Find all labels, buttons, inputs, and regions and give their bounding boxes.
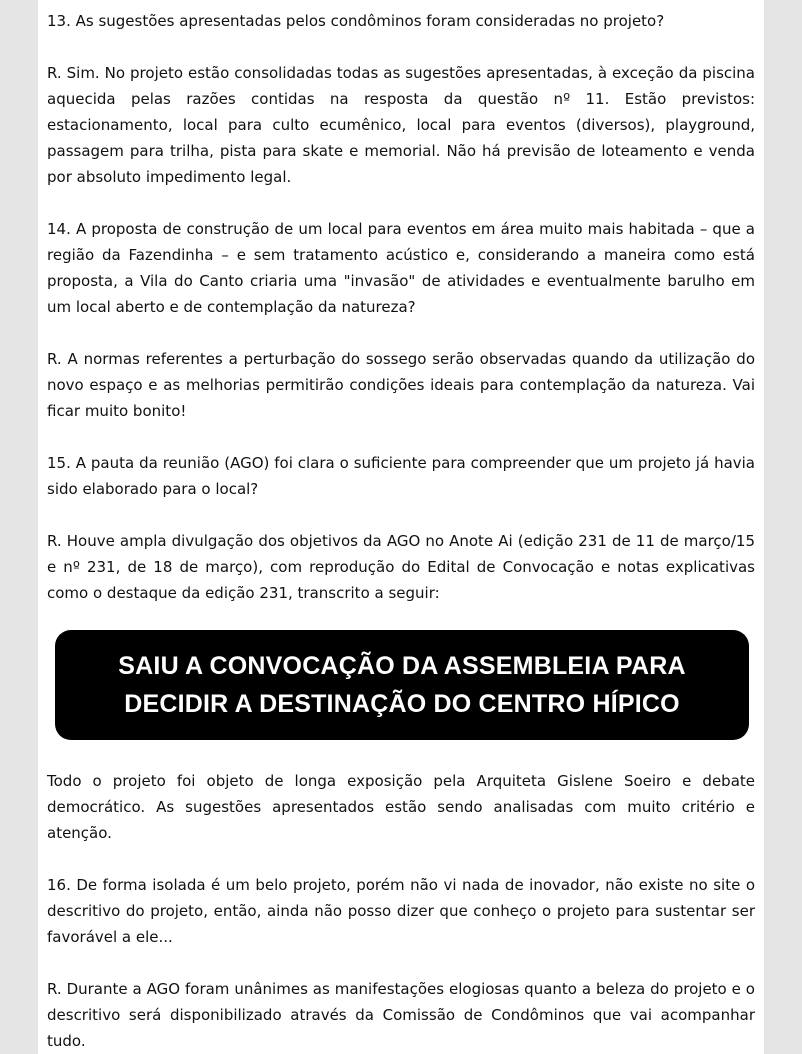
question-16: 16. De forma isolada é um belo projeto, porém não vi nada de inovador, não existe no site o descritivo do projeto, então, ainda não posso dizer que conheço o projeto para sustentar ser favorável a ele...	[47, 876, 755, 946]
question-14: 14. A proposta de construção de um local para eventos em área muito mais habitada – que a região da Fazendinha – e sem tratamento acústico e, considerando a maneira como está proposta, a Vila do Canto criaria uma "invasão" de atividades e eventualmente barulho em um local aberto e de contemplação da natureza?	[47, 220, 755, 316]
banner-line-1: SAIU A CONVOCAÇÃO DA ASSEMBLEIA PARA	[118, 652, 686, 680]
banner-line-2: DECIDIR A DESTINAÇÃO DO CENTRO HÍPICO	[124, 690, 680, 718]
answer-14: R. A normas referentes a perturbação do sossego serão observadas quando da utilização do novo espaço e as melhorias permitirão condições ideais para contemplação da natureza. Vai ficar muito bonito!	[47, 350, 755, 420]
answer-15: R. Houve ampla divulgação dos objetivos da AGO no Anote Ai (edição 231 de 11 de março/15 e nº 231, de 18 de março), com reprodução do Edital de Convocação e notas explicativas como o destaque da edição 231, transcrito a seguir:	[47, 532, 755, 602]
question-13: 13. As sugestões apresentadas pelos condôminos foram consideradas no projeto?	[47, 12, 665, 30]
convocation-banner	[55, 630, 749, 740]
document-content	[47, 8, 755, 1054]
question-15: 15. A pauta da reunião (AGO) foi clara o suficiente para compreender que um projeto já havia sido elaborado para o local?	[47, 454, 755, 498]
answer-16: R. Durante a AGO foram unânimes as manifestações elogiosas quanto a beleza do projeto e o descritivo será disponibilizado através da Comissão de Condôminos que vai acompanhar tudo.	[47, 980, 755, 1050]
answer-13: R. Sim. No projeto estão consolidadas todas as sugestões apresentadas, à exceção da piscina aquecida pelas razões contidas na resposta da questão nº 11. Estão previstos: estacionamento, local para culto ecumênico, local para eventos (diversos), playground, passagem para trilha, pista para skate e memorial. Não há previsão de loteamento e venda por absoluto impedimento legal.	[47, 64, 755, 186]
document-page	[38, 0, 764, 1054]
answer-15-continued: Todo o projeto foi objeto de longa exposição pela Arquiteta Gislene Soeiro e debate democrático. As sugestões apresentados estão sendo analisadas com muito critério e atenção.	[47, 772, 755, 842]
